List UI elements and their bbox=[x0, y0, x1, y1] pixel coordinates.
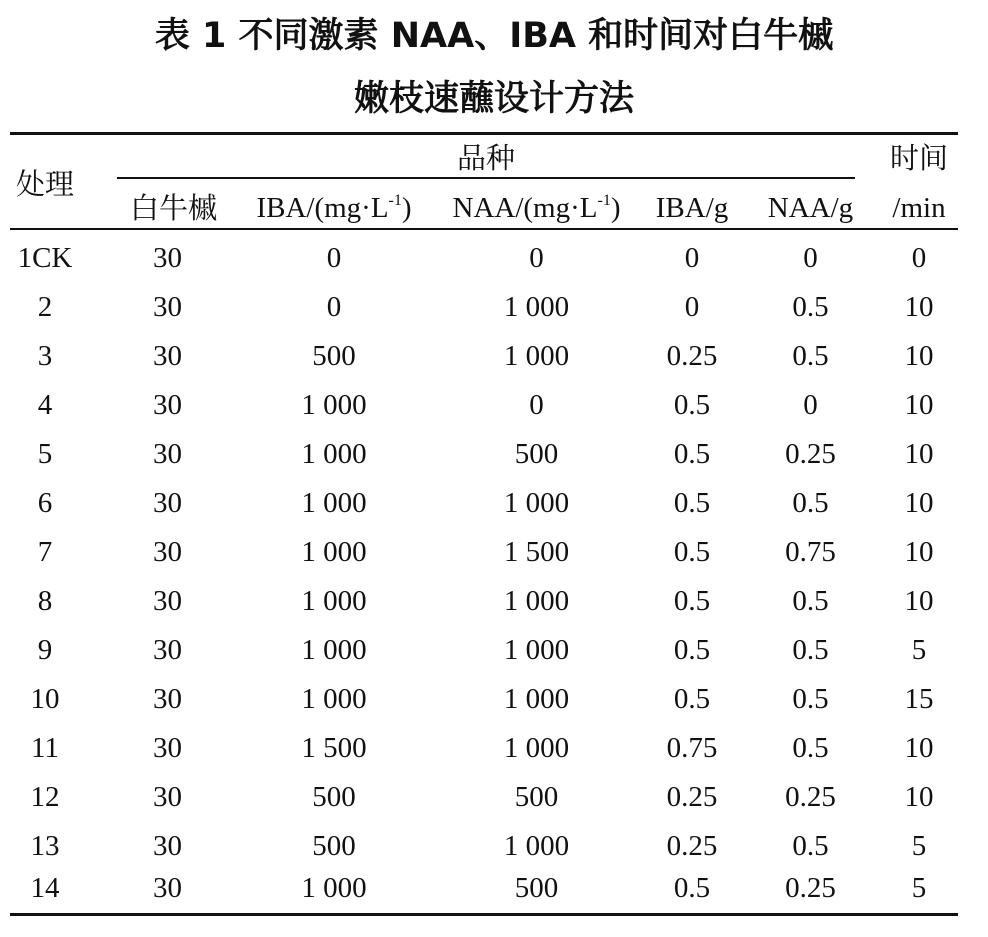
cell-time: 5 bbox=[911, 634, 927, 666]
cell-iba-concentration: 500 bbox=[312, 830, 356, 862]
variety-group-underline bbox=[117, 177, 855, 179]
cell-treatment: 8 bbox=[37, 585, 53, 617]
table-row bbox=[10, 864, 958, 913]
cell-naa-g: 0.25 bbox=[785, 872, 836, 904]
table-header-rule bbox=[10, 228, 958, 230]
cell-iba-concentration: 0 bbox=[326, 242, 342, 274]
cell-iba-g: 0.5 bbox=[673, 389, 711, 421]
table-row bbox=[10, 381, 958, 430]
cell-naa-g: 0 bbox=[803, 242, 818, 274]
cell-bainiuqi: 30 bbox=[153, 242, 182, 274]
cell-bainiuqi: 30 bbox=[153, 585, 182, 617]
cell-iba-g: 0 bbox=[684, 242, 700, 274]
cell-iba-concentration: 500 bbox=[312, 781, 356, 813]
table-row bbox=[10, 626, 958, 675]
cell-naa-g: 0.5 bbox=[792, 830, 829, 862]
table-row bbox=[10, 675, 958, 724]
table-row bbox=[10, 234, 958, 283]
cell-treatment: 2 bbox=[37, 291, 53, 323]
cell-iba-g: 0.25 bbox=[666, 781, 718, 813]
cell-iba-concentration: 1 000 bbox=[301, 634, 367, 666]
cell-time: 10 bbox=[904, 732, 934, 764]
cell-treatment: 9 bbox=[37, 634, 53, 666]
cell-naa-concentration: 1 000 bbox=[503, 291, 570, 323]
cell-naa-g: 0.25 bbox=[785, 438, 836, 470]
cell-bainiuqi: 30 bbox=[153, 781, 182, 813]
cell-bainiuqi: 30 bbox=[153, 487, 182, 519]
cell-naa-concentration: 1 000 bbox=[503, 487, 570, 519]
table-row bbox=[10, 528, 958, 577]
cell-bainiuqi: 30 bbox=[153, 830, 182, 862]
header-naa-conc-prefix: NAA/(mg·L bbox=[452, 192, 598, 224]
cell-time: 10 bbox=[904, 585, 934, 617]
header-iba-concentration bbox=[247, 189, 421, 227]
cell-treatment: 12 bbox=[30, 781, 60, 813]
header-naa-g: NAA/g bbox=[767, 192, 854, 224]
cell-naa-g: 0.75 bbox=[785, 536, 836, 568]
table-top-rule bbox=[10, 132, 958, 135]
table-caption-line-1: 表 1 不同激素 NAA、IBA 和时间对白牛槭 bbox=[154, 16, 834, 56]
header-time-top: 时间 bbox=[889, 141, 948, 175]
cell-naa-concentration: 1 500 bbox=[503, 536, 570, 568]
header-iba-conc-prefix: IBA/(mg·L bbox=[256, 192, 389, 224]
cell-naa-concentration: 1 000 bbox=[503, 585, 570, 617]
cell-time: 0 bbox=[911, 242, 927, 274]
cell-iba-concentration: 1 000 bbox=[301, 872, 367, 904]
cell-iba-g: 0.5 bbox=[673, 585, 711, 617]
cell-naa-concentration: 0 bbox=[529, 242, 544, 274]
cell-naa-concentration: 500 bbox=[514, 438, 559, 470]
cell-iba-g: 0.5 bbox=[673, 634, 711, 666]
cell-treatment: 4 bbox=[37, 389, 53, 421]
table-row bbox=[10, 577, 958, 626]
header-iba-g: IBA/g bbox=[655, 192, 729, 224]
cell-treatment: 11 bbox=[31, 732, 59, 764]
cell-naa-concentration: 1 000 bbox=[503, 634, 570, 666]
cell-treatment: 3 bbox=[37, 340, 53, 372]
cell-iba-g: 0.5 bbox=[673, 487, 711, 519]
cell-iba-g: 0.5 bbox=[673, 872, 711, 904]
cell-bainiuqi: 30 bbox=[153, 291, 182, 323]
cell-naa-concentration: 500 bbox=[514, 872, 559, 904]
cell-naa-concentration: 0 bbox=[529, 389, 544, 421]
header-variety-group: 品种 bbox=[456, 141, 515, 175]
cell-naa-concentration: 1 000 bbox=[503, 830, 570, 862]
cell-bainiuqi: 30 bbox=[153, 389, 182, 421]
cell-iba-concentration: 0 bbox=[326, 291, 342, 323]
cell-iba-concentration: 500 bbox=[312, 340, 356, 372]
cell-naa-g: 0.5 bbox=[792, 291, 829, 323]
cell-iba-g: 0.5 bbox=[673, 438, 711, 470]
header-naa-conc-exponent: -1 bbox=[597, 192, 611, 209]
cell-time: 5 bbox=[911, 830, 927, 862]
cell-iba-concentration: 1 000 bbox=[301, 536, 367, 568]
cell-bainiuqi: 30 bbox=[153, 438, 182, 470]
header-iba-conc-exponent: -1 bbox=[388, 192, 402, 209]
cell-iba-g: 0.25 bbox=[666, 340, 718, 372]
cell-time: 10 bbox=[904, 781, 934, 813]
cell-time: 10 bbox=[904, 536, 934, 568]
cell-treatment: 5 bbox=[37, 438, 53, 470]
cell-bainiuqi: 30 bbox=[153, 872, 182, 904]
cell-treatment: 10 bbox=[30, 683, 60, 715]
cell-treatment: 6 bbox=[37, 487, 53, 519]
cell-time: 10 bbox=[904, 438, 934, 470]
cell-naa-g: 0.5 bbox=[792, 634, 829, 666]
table-bottom-rule bbox=[10, 913, 958, 916]
table-row bbox=[10, 332, 958, 381]
cell-time: 5 bbox=[911, 872, 927, 904]
cell-iba-concentration: 1 000 bbox=[301, 683, 367, 715]
header-bainiuqi: 白牛槭 bbox=[130, 191, 218, 225]
cell-iba-concentration: 1 000 bbox=[301, 487, 367, 519]
cell-naa-g: 0.5 bbox=[792, 732, 829, 764]
header-iba-conc-suffix: ) bbox=[401, 192, 412, 224]
cell-bainiuqi: 30 bbox=[153, 732, 182, 764]
cell-naa-concentration: 500 bbox=[514, 781, 559, 813]
cell-time: 10 bbox=[904, 340, 934, 372]
cell-treatment: 13 bbox=[30, 830, 60, 862]
header-naa-concentration bbox=[441, 189, 632, 227]
cell-naa-g: 0.5 bbox=[792, 585, 829, 617]
cell-iba-concentration: 1 000 bbox=[301, 585, 367, 617]
table-row bbox=[10, 724, 958, 773]
table-row bbox=[10, 283, 958, 332]
header-naa-conc-suffix: ) bbox=[610, 192, 621, 224]
cell-time: 10 bbox=[904, 291, 934, 323]
cell-time: 10 bbox=[904, 487, 934, 519]
cell-iba-g: 0.5 bbox=[673, 536, 711, 568]
cell-iba-concentration: 1 000 bbox=[301, 438, 367, 470]
header-time-unit: /min bbox=[892, 192, 946, 224]
cell-treatment: 1CK bbox=[17, 242, 73, 274]
cell-iba-concentration: 1 500 bbox=[301, 732, 367, 764]
cell-naa-g: 0.5 bbox=[792, 683, 829, 715]
cell-naa-concentration: 1 000 bbox=[503, 732, 570, 764]
cell-iba-g: 0.5 bbox=[673, 683, 711, 715]
cell-iba-concentration: 1 000 bbox=[301, 389, 367, 421]
cell-naa-g: 0.25 bbox=[785, 781, 836, 813]
cell-naa-concentration: 1 000 bbox=[503, 683, 570, 715]
cell-iba-g: 0.75 bbox=[666, 732, 718, 764]
cell-time: 15 bbox=[904, 683, 934, 715]
cell-bainiuqi: 30 bbox=[153, 340, 182, 372]
table-row bbox=[10, 430, 958, 479]
cell-treatment: 14 bbox=[30, 872, 60, 904]
cell-naa-concentration: 1 000 bbox=[503, 340, 570, 372]
table-row bbox=[10, 479, 958, 528]
header-treatment: 处理 bbox=[15, 167, 74, 201]
cell-treatment: 7 bbox=[37, 536, 53, 568]
cell-naa-g: 0 bbox=[803, 389, 818, 421]
table-caption-line-2: 嫩枝速蘸设计方法 bbox=[353, 79, 634, 119]
cell-time: 10 bbox=[904, 389, 934, 421]
cell-bainiuqi: 30 bbox=[153, 634, 182, 666]
table-row bbox=[10, 773, 958, 822]
cell-iba-g: 0 bbox=[684, 291, 700, 323]
cell-bainiuqi: 30 bbox=[153, 536, 182, 568]
cell-bainiuqi: 30 bbox=[153, 683, 182, 715]
cell-naa-g: 0.5 bbox=[792, 340, 829, 372]
cell-iba-g: 0.25 bbox=[666, 830, 718, 862]
cell-naa-g: 0.5 bbox=[792, 487, 829, 519]
